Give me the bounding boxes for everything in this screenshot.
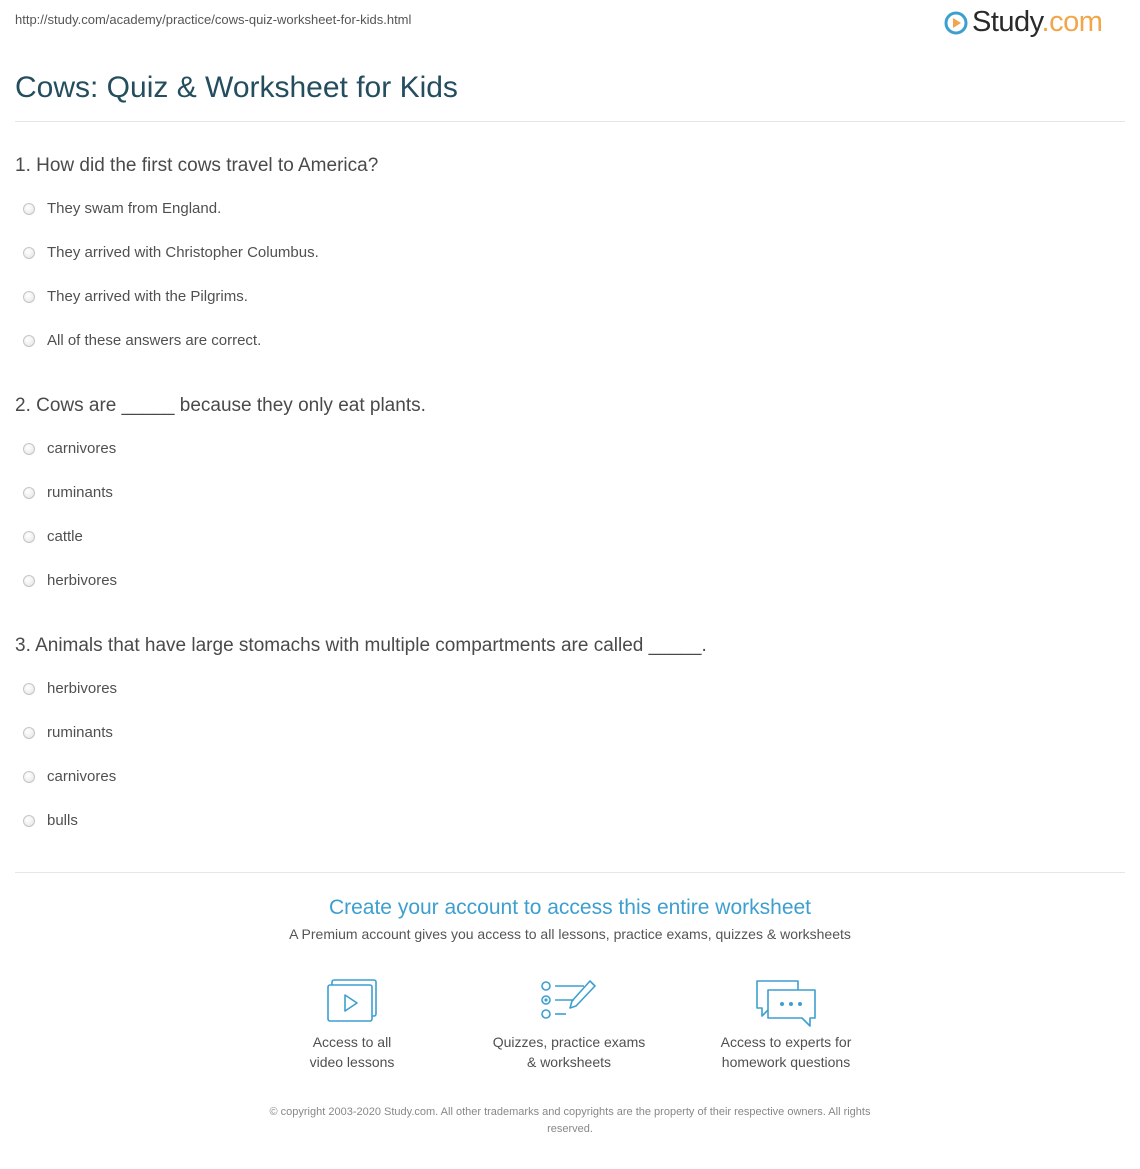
option-label: They arrived with Christopher Columbus. bbox=[47, 244, 319, 261]
divider bbox=[15, 872, 1125, 873]
radio-button[interactable] bbox=[23, 771, 35, 783]
create-account-link[interactable]: Create your account to access this entire worksheet bbox=[328, 896, 812, 919]
answer-option[interactable] bbox=[23, 768, 116, 785]
option-label: herbivores bbox=[47, 680, 118, 697]
feature-label-line: homework questions bbox=[721, 1054, 851, 1070]
feature-label-line: Quizzes, practice exams bbox=[492, 1034, 646, 1050]
radio-button[interactable] bbox=[23, 487, 35, 499]
video-lessons-icon bbox=[326, 978, 378, 1024]
feature-label bbox=[469, 1032, 669, 1072]
feature-quizzes bbox=[469, 978, 669, 1072]
feature-video-lessons bbox=[252, 978, 452, 1072]
quiz-checklist-icon bbox=[540, 978, 598, 1024]
feature-experts bbox=[686, 978, 886, 1072]
answer-option[interactable] bbox=[23, 484, 113, 501]
option-label: They arrived with the Pilgrims. bbox=[47, 288, 248, 305]
logo-name: Study bbox=[972, 6, 1042, 38]
footer-line: reserved. bbox=[547, 1123, 593, 1135]
feature-label bbox=[686, 1032, 886, 1072]
feature-label-line: & worksheets bbox=[526, 1054, 612, 1070]
radio-button[interactable] bbox=[23, 815, 35, 827]
option-label: carnivores bbox=[47, 440, 117, 457]
page-url: http://study.com/academy/practice/cows-quiz-worksheet-for-kids.html bbox=[15, 12, 412, 27]
feature-label-line: Access to experts for bbox=[720, 1034, 852, 1050]
play-circle-icon bbox=[944, 11, 968, 35]
option-label: All of these answers are correct. bbox=[47, 332, 262, 349]
option-label: They swam from England. bbox=[47, 200, 222, 217]
answer-option[interactable] bbox=[23, 528, 83, 545]
option-label: carnivores bbox=[47, 768, 117, 785]
feature-label-line: video lessons bbox=[309, 1054, 395, 1070]
chat-experts-icon bbox=[754, 978, 818, 1028]
radio-button[interactable] bbox=[23, 575, 35, 587]
question-3: 3. Animals that have large stomachs with multiple compartments are called _____. bbox=[15, 635, 707, 656]
radio-button[interactable] bbox=[23, 683, 35, 695]
radio-button[interactable] bbox=[23, 247, 35, 259]
divider bbox=[15, 121, 1125, 122]
logo-wordmark bbox=[972, 6, 1102, 39]
radio-button[interactable] bbox=[23, 443, 35, 455]
option-label: cattle bbox=[47, 528, 83, 545]
radio-button[interactable] bbox=[23, 291, 35, 303]
option-label: ruminants bbox=[47, 724, 113, 741]
answer-option[interactable] bbox=[23, 440, 116, 457]
answer-option[interactable] bbox=[23, 812, 78, 829]
radio-button[interactable] bbox=[23, 335, 35, 347]
question-2: 2. Cows are _____ because they only eat plants. bbox=[15, 395, 426, 416]
answer-option[interactable] bbox=[23, 572, 117, 589]
feature-label bbox=[252, 1032, 452, 1072]
option-label: bulls bbox=[47, 812, 78, 829]
page-title: Cows: Quiz & Worksheet for Kids bbox=[15, 71, 458, 104]
answer-option[interactable] bbox=[23, 200, 221, 217]
radio-button[interactable] bbox=[23, 203, 35, 215]
answer-option[interactable] bbox=[23, 288, 248, 305]
copyright-footer bbox=[215, 1104, 925, 1138]
feature-label-line: Access to all bbox=[312, 1034, 392, 1050]
answer-option[interactable] bbox=[23, 680, 117, 697]
answer-option[interactable] bbox=[23, 332, 261, 349]
logo-tld: .com bbox=[1041, 6, 1103, 38]
radio-button[interactable] bbox=[23, 727, 35, 739]
option-label: ruminants bbox=[47, 484, 113, 501]
question-1: 1. How did the first cows travel to America? bbox=[15, 155, 379, 176]
answer-option[interactable] bbox=[23, 244, 319, 261]
study-logo[interactable] bbox=[944, 6, 1102, 39]
option-label: herbivores bbox=[47, 572, 118, 589]
footer-line: © copyright 2003-2020 Study.com. All other trademarks and copyrights are the property of their respective owners. All rights bbox=[269, 1106, 871, 1118]
radio-button[interactable] bbox=[23, 531, 35, 543]
cta-subtitle: A Premium account gives you access to all lessons, practice exams, quizzes & worksheets bbox=[289, 926, 851, 942]
answer-option[interactable] bbox=[23, 724, 113, 741]
